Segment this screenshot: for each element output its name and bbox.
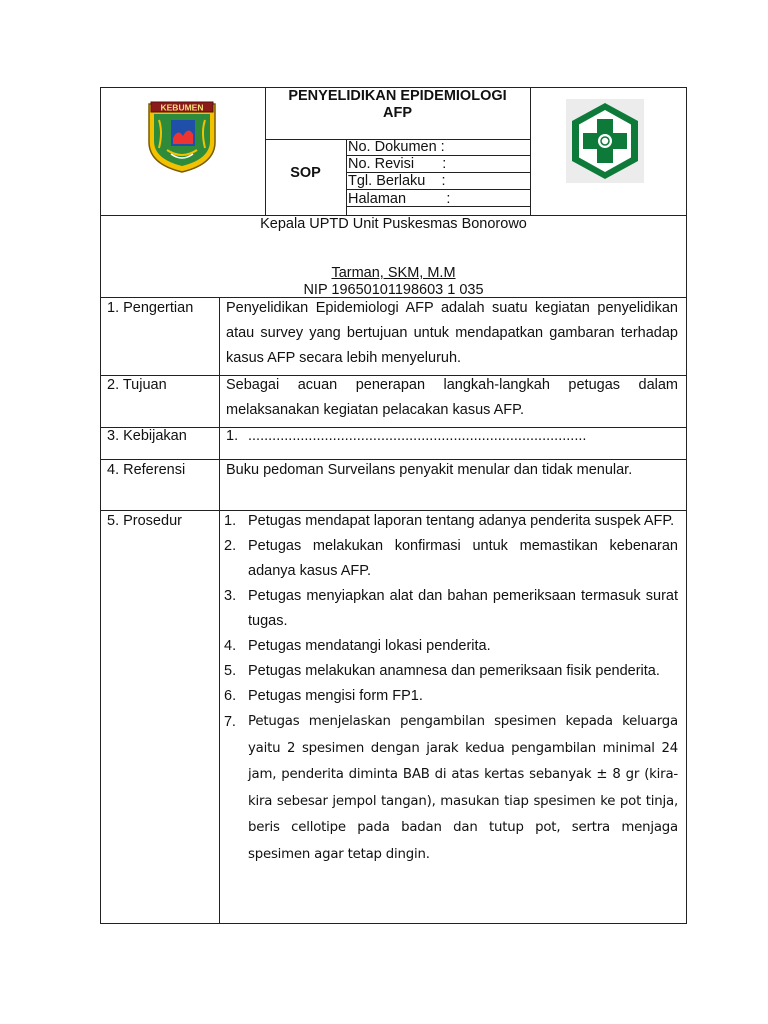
row-label-prosedur: 5. Prosedur <box>107 513 182 529</box>
list-item: 6. Petugas mengisi form FP1. <box>224 688 423 704</box>
kebijakan-number: 1. <box>226 428 239 444</box>
puskesmas-logo <box>566 99 644 183</box>
sop-divider <box>346 139 347 215</box>
document-title-line-2: AFP <box>383 105 412 121</box>
prosedur-steps <box>219 509 678 868</box>
list-item: 7. Petugas menjelaskan pengambilan spesimen kepada keluarga yaitu 2 spesimen dengan jarak kedua pengambilan minimal 24 jam, penderita diminta BAB di atas kertas sebanyak ± 8 gr (kira-kira sebesar jempol tangan), masukan tiap spesimen ke pot tinja, beris cellotipe pada badan dan tutup pot, sertra menjaga spesimen agar tetap dingin. <box>224 714 678 862</box>
list-item: 3. Petugas menyiapkan alat dan bahan pemeriksaan termasuk surat tugas. <box>224 588 678 629</box>
approver-nip: NIP 19650101198603 1 035 <box>303 282 484 298</box>
effective-date-field: Tgl. Berlaku : <box>348 173 446 189</box>
revision-field: No. Revisi : <box>348 156 447 172</box>
row-text-pengertian: Penyelidikan Epidemiologi AFP adalah suatu kegiatan penyelidikan atau survey yang bertujuan untuk mendapatkan gambaran terhadap kasus AFP secara lebih menyeluruh. <box>226 300 678 366</box>
row-separator-3 <box>100 459 687 460</box>
list-item: 1. Petugas mendapat laporan tentang adanya penderita suspek AFP. <box>224 513 675 529</box>
approver-position: Kepala UPTD Unit Puskesmas Bonorowo <box>260 216 527 232</box>
row-label-referensi: 4. Referensi <box>107 462 186 478</box>
row-label-tujuan: 2. Tujuan <box>107 377 167 393</box>
kebumen-logo <box>145 98 219 174</box>
row-label-kebijakan: 3. Kebijakan <box>107 428 187 444</box>
approver-name: Tarman, SKM, M.M <box>331 265 456 281</box>
doc-number-field: No. Dokumen : <box>348 139 445 155</box>
sop-label: SOP <box>290 165 321 181</box>
kebijakan-text: .................................................................................... <box>248 428 587 444</box>
svg-text:KEBUMEN: KEBUMEN <box>160 102 204 113</box>
list-item: 4. Petugas mendatangi lokasi penderita. <box>224 638 491 654</box>
document-title-line-1: PENYELIDIKAN EPIDEMIOLOGI <box>288 88 507 104</box>
row-label-pengertian: 1. Pengertian <box>107 300 194 316</box>
row-text-referensi: Buku pedoman Surveilans penyakit menular dan tidak menular. <box>226 462 633 478</box>
page-field: Halaman : <box>348 191 451 207</box>
row-text-tujuan: Sebagai acuan penerapan langkah-langkah petugas dalam melaksanakan kegiatan pelacakan kasus AFP. <box>226 377 678 418</box>
list-item: 2. Petugas melakukan konfirmasi untuk memastikan kebenaran adanya kasus AFP. <box>224 538 678 579</box>
header-divider-right <box>530 87 531 215</box>
list-item: 5. Petugas melakukan anamnesa dan pemeriksaan fisik penderita. <box>224 663 660 679</box>
